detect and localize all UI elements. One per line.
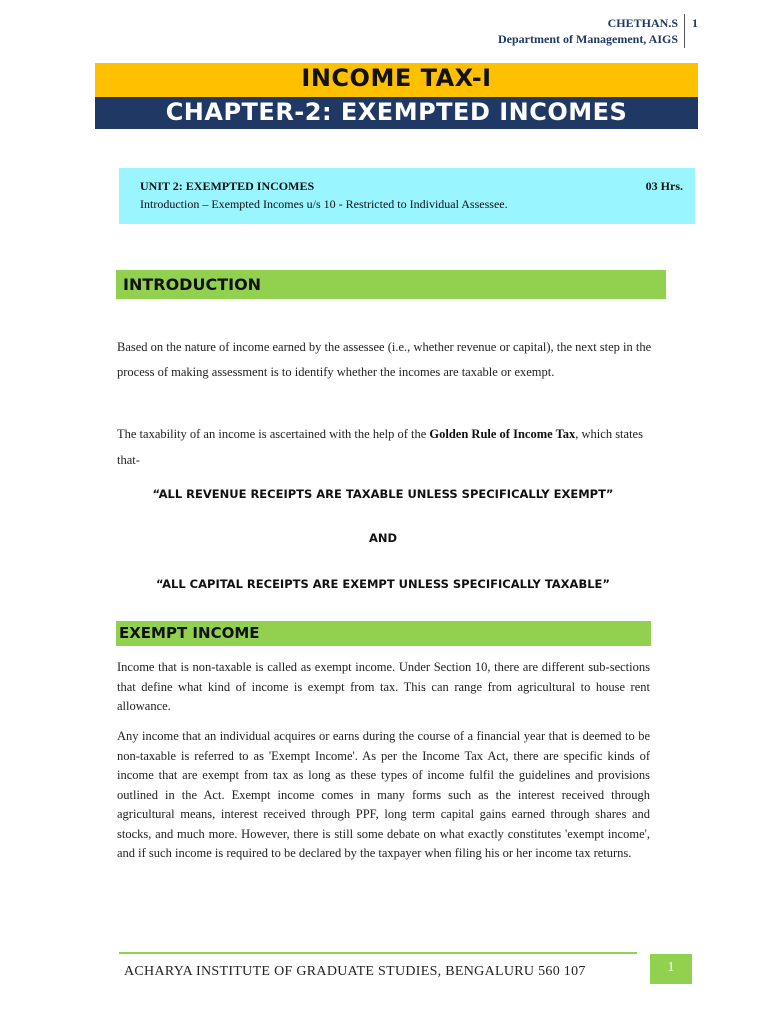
unit-info-box bbox=[119, 168, 695, 224]
rule-capital-receipts: “ALL CAPITAL RECEIPTS ARE EXEMPT UNLESS SPECIFICALLY TAXABLE” bbox=[156, 577, 610, 591]
intro-paragraph-2-after: , which states that- bbox=[117, 427, 643, 467]
rule-conjunction: AND bbox=[368, 531, 398, 545]
footer-institute: ACHARYA INSTITUTE OF GRADUATE STUDIES, BENGALURU 560 107 bbox=[124, 964, 586, 979]
golden-rule-term: Golden Rule of Income Tax bbox=[429, 427, 576, 441]
chapter-title: CHAPTER-2: EXEMPTED INCOMES bbox=[165, 98, 628, 126]
header-divider bbox=[684, 14, 685, 48]
header-author: CHETHAN.S bbox=[607, 16, 678, 30]
section-heading-introduction: INTRODUCTION bbox=[116, 270, 666, 299]
header-page-number: 1 bbox=[692, 16, 698, 30]
footer-page-number: 1 bbox=[650, 954, 692, 984]
exempt-paragraph-2: Any income that an individual acquires or earns during the course of a financial year that is deemed to be non-taxable is referred to as 'Exempt Income'. As per the Income Tax Act, there are specific kinds of income that are exempt from tax as long as these types of income fulfil the guidelines and provisions outlined in the Act. Exempt income comes in many forms such as the interest received through agricultural means, interest received through PPF, long term capital gains earned through shares and stocks, and much more. However, there is still some debate on what exactly constitutes 'exempt income', and if such income is required to be declared by the taxpayer when filing his or her income tax returns. bbox=[117, 729, 650, 860]
intro-paragraph-2 bbox=[117, 421, 652, 473]
unit-hours: 03 Hrs. bbox=[645, 179, 683, 193]
unit-description: Introduction – Exempted Incomes u/s 10 - Restricted to Individual Assessee. bbox=[140, 197, 508, 211]
document-title: INCOME TAX-I bbox=[301, 64, 492, 92]
rule-revenue-receipts: “ALL REVENUE RECEIPTS ARE TAXABLE UNLESS SPECIFICALLY EXEMPT” bbox=[152, 487, 614, 501]
header-department: Department of Management, AIGS bbox=[498, 32, 678, 46]
intro-paragraph-2-before: The taxability of an income is ascertained with the help of the bbox=[117, 427, 430, 441]
exempt-paragraph-1: Income that is non-taxable is called as exempt income. Under Section 10, there are different sub-sections that define what kind of income is exempt from tax. This can range from agricultural to house rent allowance. bbox=[117, 660, 650, 713]
intro-paragraph-1: Based on the nature of income earned by the assessee (i.e., whether revenue or capital), the next step in the process of making assessment is to identify whether the incomes are taxable or exempt. bbox=[117, 340, 652, 379]
unit-title: UNIT 2: EXEMPTED INCOMES bbox=[140, 179, 315, 193]
section-heading-exempt-income: EXEMPT INCOME bbox=[116, 621, 651, 646]
footer-rule bbox=[119, 952, 637, 954]
